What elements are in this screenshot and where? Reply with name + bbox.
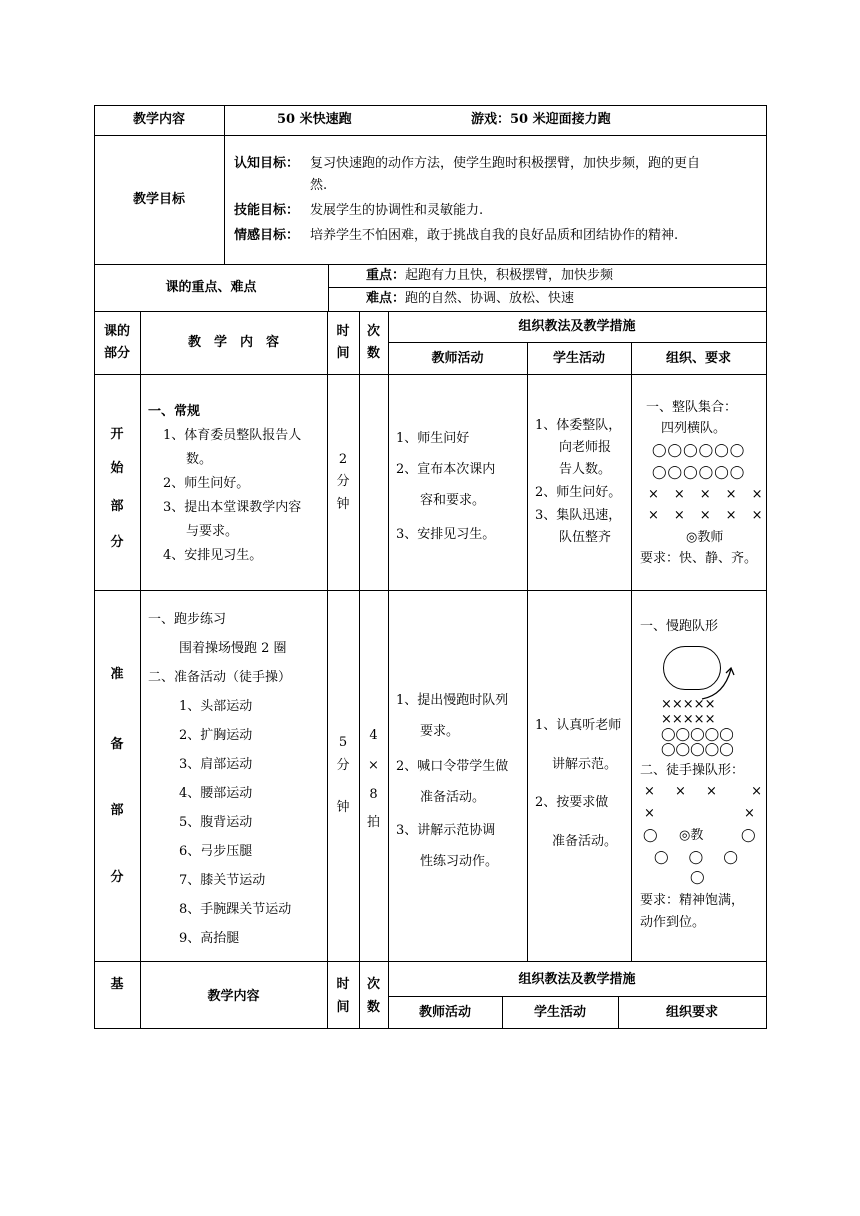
header-time: 间 <box>336 1000 350 1015</box>
formation-circles-row: ◯◯◯◯◯ <box>661 742 734 757</box>
content-line: 2、扩胸运动 <box>179 728 253 743</box>
header-content: 教学内容 <box>207 989 260 1004</box>
formation-cross-row: × × × × × <box>648 487 764 502</box>
border-line <box>766 105 767 1029</box>
formation-cross-row: ××××× <box>661 712 716 727</box>
header-time: 时 <box>336 977 350 992</box>
content-line: 一、跑步练习 <box>148 612 227 627</box>
difficulty-text: 跑的自然、协调、放松、快速 <box>405 291 575 306</box>
content-line: 2、师生问好。 <box>163 476 250 491</box>
header-part: 课的 <box>103 324 130 339</box>
content-line: 6、弓步压腿 <box>179 844 253 859</box>
formation-circles-row: ◯◯◯◯◯ <box>661 727 734 742</box>
border-line <box>94 105 767 106</box>
border-line <box>94 264 767 265</box>
part-basic: 基 <box>110 977 124 992</box>
formation-cross-row: × × × × × <box>648 508 764 523</box>
org-requirement: 动作到位。 <box>640 915 706 930</box>
teacher-activity: 2、宣布本次课内 <box>396 462 496 477</box>
count-value: 拍 <box>366 815 380 830</box>
formation-circle: ◯ <box>690 870 706 885</box>
content-line: 7、膝关节运动 <box>179 873 266 888</box>
teacher-activity: 3、安排见习生。 <box>396 527 496 542</box>
border-line <box>224 105 225 265</box>
part-start: 始 <box>110 461 124 476</box>
row-label-objectives: 教学目标 <box>132 192 185 207</box>
student-activity: 告人数。 <box>559 462 612 477</box>
header-time: 间 <box>336 346 350 361</box>
border-line <box>94 590 767 591</box>
org-text: 一、慢跑队形 <box>640 619 719 634</box>
border-line <box>631 342 632 962</box>
count-value: 8 <box>369 787 378 802</box>
org-requirement: 要求：精神饱满， <box>640 893 745 908</box>
border-line <box>94 135 767 136</box>
row-label-key-points: 课的重点、难点 <box>165 280 257 295</box>
border-line <box>94 374 767 375</box>
student-activity: 队伍整齐 <box>559 530 612 545</box>
student-activity: 2、师生问好。 <box>535 485 622 500</box>
header-count: 数 <box>366 346 380 361</box>
content-line: 8、手腕踝关节运动 <box>179 902 292 917</box>
border-line <box>359 311 360 1029</box>
objective-cognitive-label: 认知目标： <box>234 156 300 171</box>
objective-emotion-label: 情感目标： <box>234 228 300 243</box>
content-line: 4、安排见习生。 <box>163 548 263 563</box>
count-value: × <box>368 758 379 773</box>
border-line <box>328 287 767 288</box>
border-line <box>94 105 95 1029</box>
teacher-activity: 容和要求。 <box>420 493 486 508</box>
objective-skill-text: 发展学生的协调性和灵敏能力. <box>310 203 484 218</box>
content-line: 与要求。 <box>186 524 239 539</box>
student-activity: 1、体委整队， <box>535 418 622 433</box>
formation-teacher-mark: ◎教 <box>679 828 704 843</box>
formation-cross: × <box>644 806 656 821</box>
content-line: 9、高抬腿 <box>179 931 240 946</box>
teacher-activity: 2、喊口令带学生做 <box>396 759 509 774</box>
header-count: 次 <box>366 977 380 992</box>
student-activity: 讲解示范。 <box>552 757 618 772</box>
formation-cross-row: ××××× <box>661 697 716 712</box>
header-count: 数 <box>366 1000 380 1015</box>
teacher-activity: 3、讲解示范协调 <box>396 823 496 838</box>
time-value: 分 <box>336 474 350 489</box>
header-teacher: 教师活动 <box>431 351 484 366</box>
formation-cross-row: × × × × <box>644 784 763 799</box>
content-line: 1、体育委员整队报告人 <box>163 428 302 443</box>
part-prep: 部 <box>110 803 124 818</box>
border-line <box>94 1028 767 1029</box>
formation-circles-row: ◯ ◯ ◯ <box>654 850 739 865</box>
teacher-activity: 1、师生问好 <box>396 431 470 446</box>
key-point-text: 起跑有力且快，积极摆臂，加快步频 <box>405 268 614 283</box>
formation-circles-row: ◯◯◯◯◯◯ <box>652 443 746 458</box>
student-activity: 3、集队迅速， <box>535 508 622 523</box>
part-prep: 分 <box>110 870 124 885</box>
org-text: 二、徒手操队形： <box>640 763 745 778</box>
student-activity: 2、按要求做 <box>535 795 609 810</box>
formation-circles-row: ◯◯◯◯◯◯ <box>652 465 746 480</box>
teacher-activity: 1、提出慢跑时队列 <box>396 693 509 708</box>
content-line: 围着操场慢跑 2 圈 <box>179 641 287 656</box>
header-part: 部分 <box>103 346 130 361</box>
border-line <box>388 996 767 997</box>
header-requirement: 组织要求 <box>665 1005 718 1020</box>
student-activity: 1、认真听老师 <box>535 718 622 733</box>
content-line: 数。 <box>186 452 213 467</box>
content-line: 一、常规 <box>148 404 201 419</box>
part-start: 部 <box>110 499 124 514</box>
content-line: 5、腹背运动 <box>179 815 253 830</box>
content-line: 二、准备活动（徒手操） <box>148 670 292 685</box>
student-activity: 准备活动。 <box>552 834 618 849</box>
count-value: 4 <box>369 728 378 743</box>
header-org: 组织教法及教学措施 <box>518 972 636 987</box>
part-prep: 备 <box>110 737 124 752</box>
formation-cross: × <box>744 806 756 821</box>
border-line <box>140 311 141 1029</box>
header-time: 时 <box>336 324 350 339</box>
border-line <box>328 264 329 312</box>
time-value: 5 <box>338 735 348 750</box>
header-org: 组织教法及教学措施 <box>518 319 636 334</box>
border-line <box>94 311 767 312</box>
header-student: 学生活动 <box>533 1005 586 1020</box>
objective-cognitive-text-cont: 然. <box>310 178 328 193</box>
teacher-activity: 性练习动作。 <box>420 854 499 869</box>
header-student: 学生活动 <box>552 351 605 366</box>
teacher-activity: 准备活动。 <box>420 790 486 805</box>
time-value: 分 <box>336 758 350 773</box>
teacher-activity: 要求。 <box>420 724 460 739</box>
border-line <box>327 311 328 1029</box>
header-teacher: 教师活动 <box>418 1005 471 1020</box>
header-count: 次 <box>366 324 380 339</box>
content-line: 4、腰部运动 <box>179 786 253 801</box>
border-line <box>527 342 528 962</box>
part-prep: 准 <box>110 667 124 682</box>
time-value: 钟 <box>336 800 350 815</box>
org-text: 四列横队。 <box>661 421 727 436</box>
time-value: 2 <box>338 452 348 467</box>
row-label-teaching-content: 教学内容 <box>132 112 185 127</box>
part-start: 分 <box>110 535 124 550</box>
content-line: 3、肩部运动 <box>179 757 253 772</box>
student-activity: 向老师报 <box>559 440 612 455</box>
key-point-label: 重点： <box>366 268 406 283</box>
org-requirement: 要求：快、静、齐。 <box>640 551 758 566</box>
header-content: 教 学 内 容 <box>187 335 279 350</box>
objective-emotion-text: 培养学生不怕困难，敢于挑战自我的良好品质和团结协作的精神. <box>310 228 679 243</box>
content-line: 3、提出本堂课教学内容 <box>163 500 302 515</box>
formation-circle: ◯ <box>643 828 659 843</box>
border-line <box>388 311 389 1029</box>
difficulty-label: 难点： <box>366 291 406 306</box>
lesson-topic: 50 米快速跑 <box>277 112 352 127</box>
objective-skill-label: 技能目标： <box>234 203 300 218</box>
border-line <box>388 342 767 343</box>
formation-teacher-mark: ◎教师 <box>686 530 724 545</box>
objective-cognitive-text: 复习快速跑的动作方法，使学生跑时积极摆臂，加快步频，跑的更自 <box>310 156 701 171</box>
lesson-game: 游戏：50 米迎面接力跑 <box>471 112 611 127</box>
part-start: 开 <box>110 427 124 442</box>
time-value: 钟 <box>336 497 350 512</box>
org-text: 一、整队集合： <box>646 400 738 415</box>
formation-circle: ◯ <box>741 828 757 843</box>
header-requirement: 组织、要求 <box>665 351 731 366</box>
content-line: 1、头部运动 <box>179 699 253 714</box>
border-line <box>94 961 767 962</box>
